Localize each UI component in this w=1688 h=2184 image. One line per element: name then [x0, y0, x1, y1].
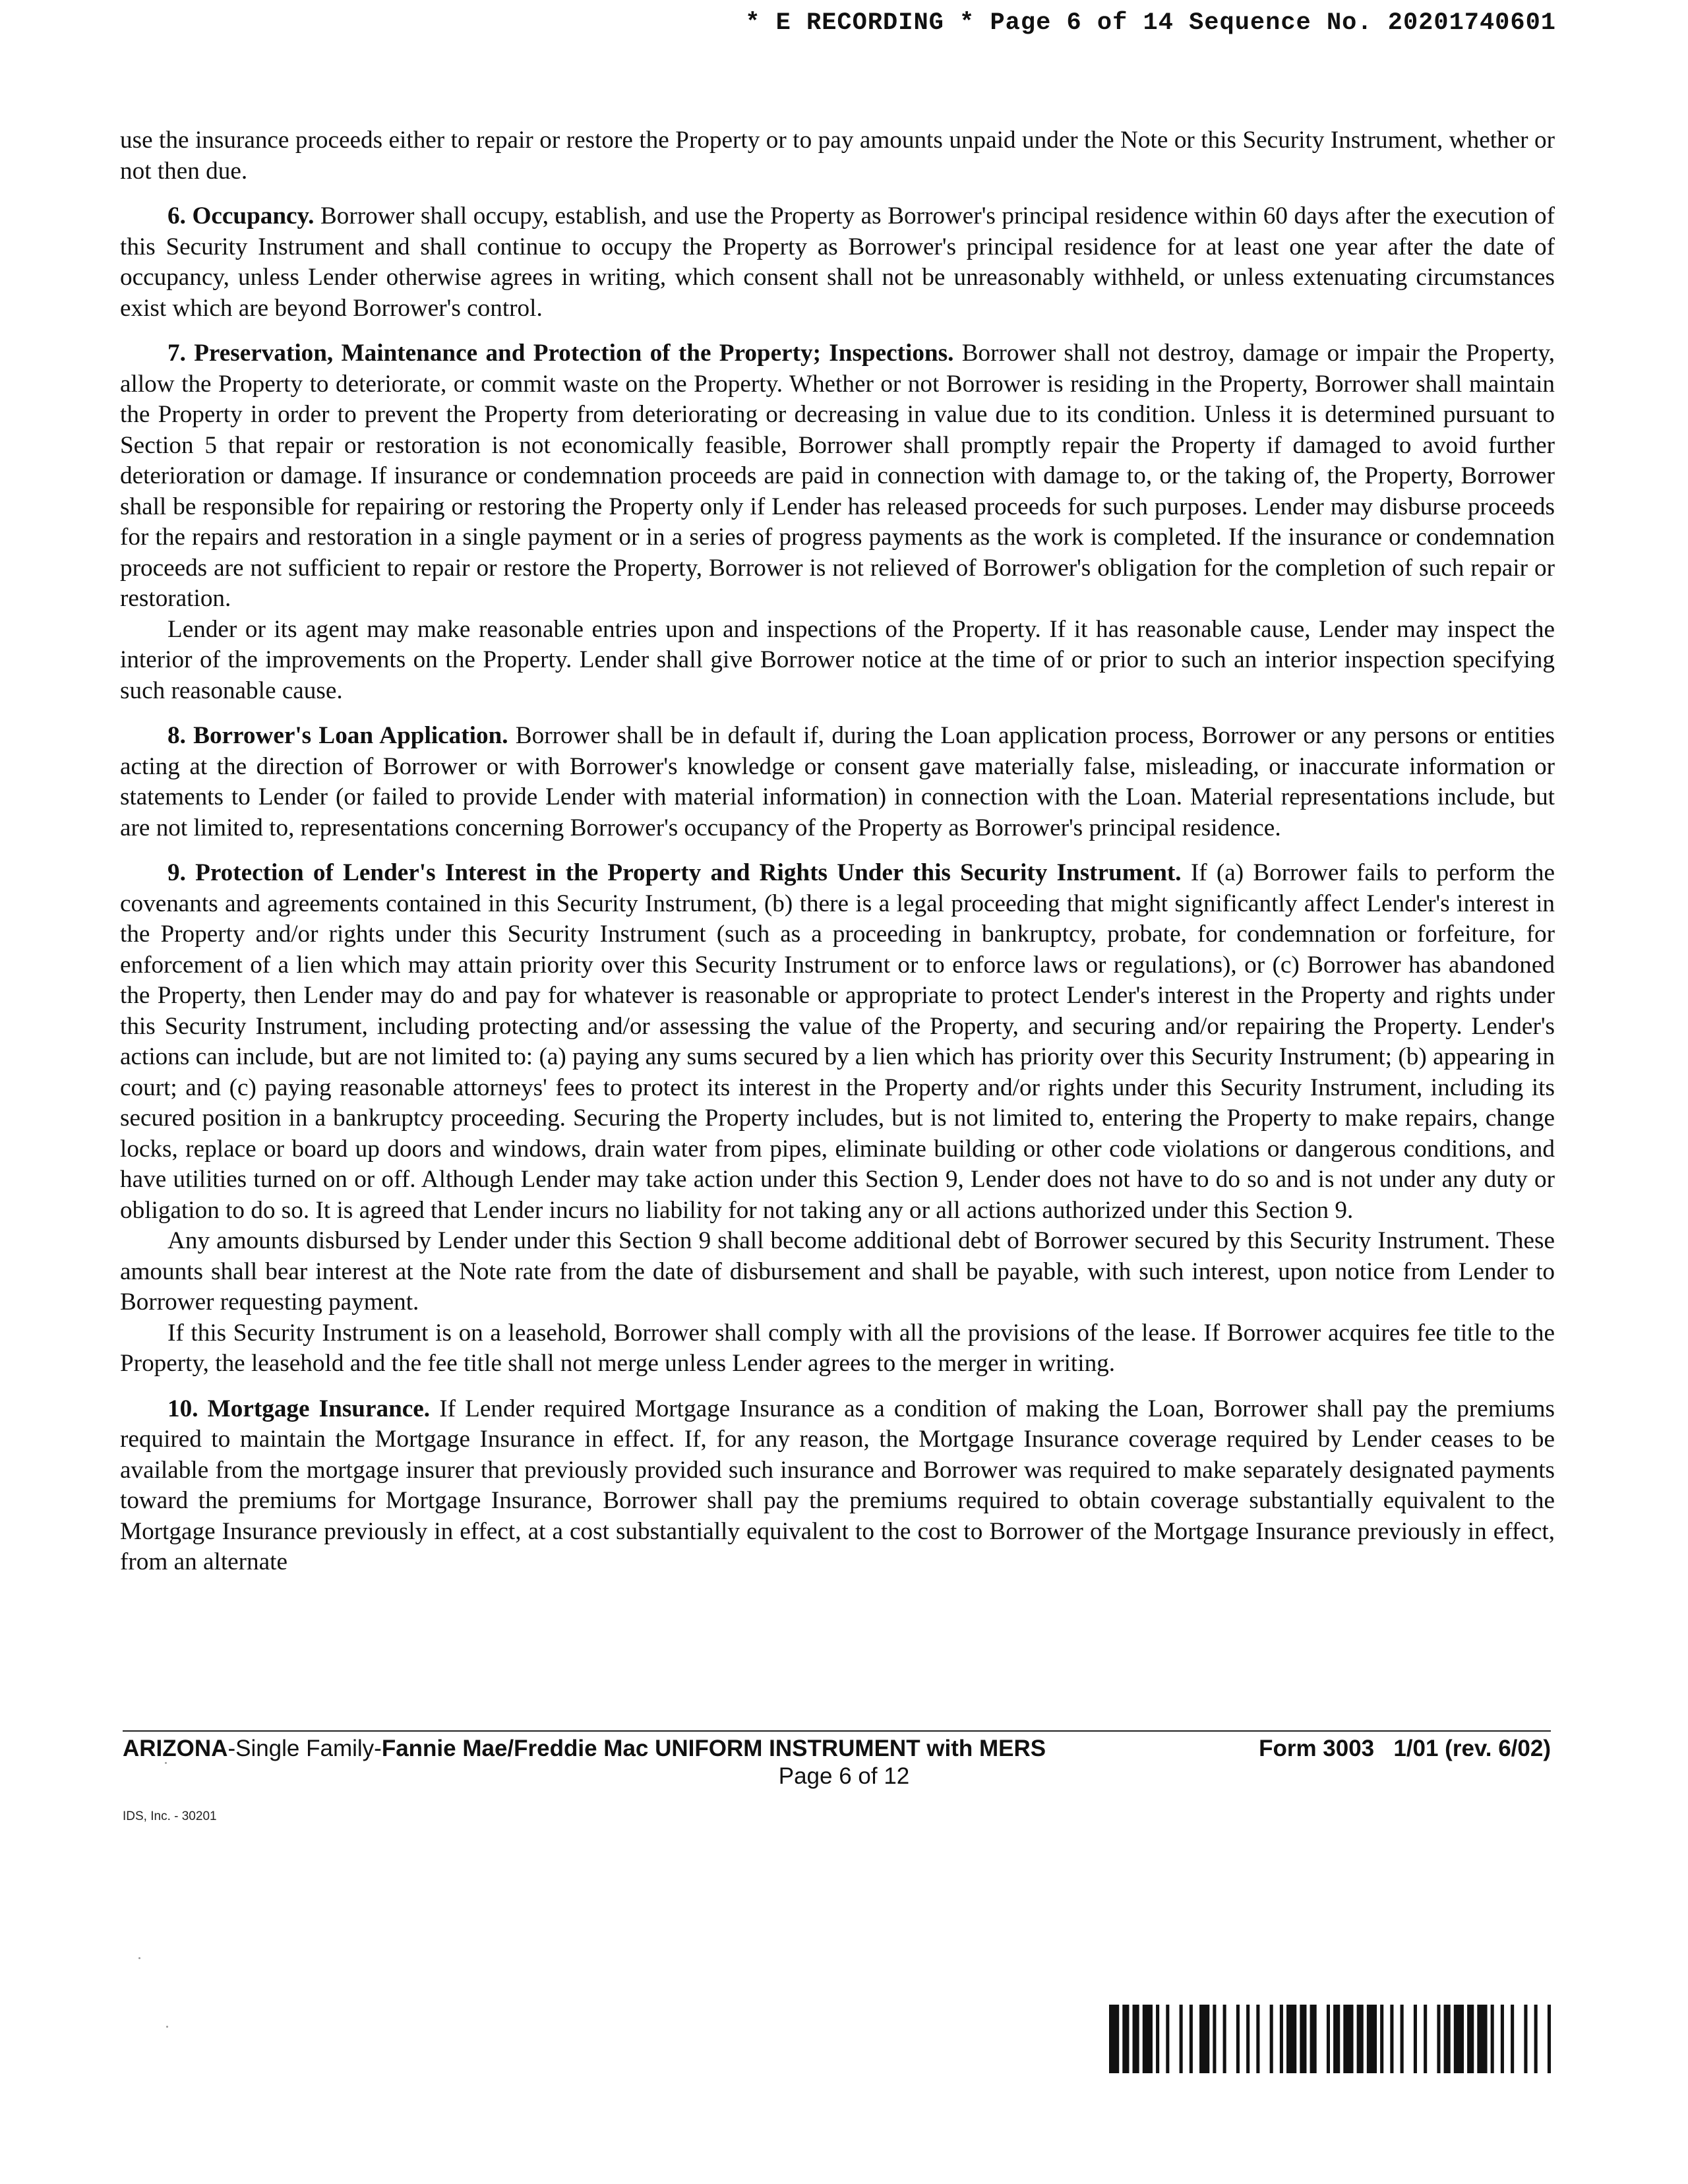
section-8-text: Borrower shall be in default if, during the Loan application process, Borrower or any persons or entities acting at the direction of Borrower or with Borrower's knowledge or consent gave materially false, misleading, or inaccurate information or statements to Lender (or failed to provide Lender with material information) in connection with the Loan. Material representations include, but are not limited to, representations concerning Borrower's occupancy of the Property as Borrower's principal residence.	[120, 722, 1555, 841]
barcode-bar	[1122, 2005, 1129, 2073]
document-body	[120, 125, 1555, 1578]
barcode-bar	[1109, 2005, 1119, 2073]
barcode-bar	[1534, 2005, 1538, 2073]
barcode-bars	[1109, 2005, 1551, 2073]
section-7-paragraph-2: Lender or its agent may make reasonable entries upon and inspections of the Property. If it has reasonable cause, Lender may inspect the interior of the improvements on the Property. Lender shall give Borrower notice at the time of or prior to such an interior inspection specifying such reasonable cause.	[120, 615, 1555, 704]
scan-speck	[166, 2026, 168, 2028]
footer-page-number: Page 6 of 12	[778, 1763, 910, 1789]
barcode-bar	[1133, 2005, 1139, 2073]
barcode	[1109, 2005, 1551, 2073]
barcode-bar	[1270, 2005, 1273, 2073]
section-7-text: Borrower shall not destroy, damage or impair the Property, allow the Property to deteriorate, or commit waste on the Property. Whether or not Borrower is residing in the Property, Borrower shall maintain the Property in order to prevent the Property from deteriorating or decreasing in value due to its condition. Unless it is determined pursuant to Section 5 that repair or restoration is not economically feasible, Borrower shall promptly repair the Property if damaged to avoid further deterioration or damage. If insurance or condemnation proceeds are paid in connection with damage to, or the taking of, the Property, Borrower shall be responsible for repairing or restoring the Property only if Lender has released proceeds for such purposes. Lender may disburse proceeds for the repairs and restoration in a single payment or in a series of progress payments as the work is completed. If the insurance or condemnation proceeds are not sufficient to repair or restore the Property, Borrower is not relieved of Borrower's obligation for the completion of such repair or restoration.	[120, 340, 1555, 612]
barcode-bar	[1357, 2005, 1364, 2073]
section-9-protection	[120, 858, 1555, 1226]
barcode-bar	[1467, 2005, 1474, 2073]
barcode-bar	[1511, 2005, 1514, 2073]
continuation-paragraph: use the insurance proceeds either to repair or restore the Property or to pay amounts unpaid under the Note or this Security Instrument, whether or not then due.	[120, 127, 1555, 185]
barcode-bar	[1548, 2005, 1551, 2073]
section-10-title: 10. Mortgage Insurance.	[167, 1395, 431, 1422]
section-7-title: 7. Preservation, Maintenance and Protection of the Property; Inspections.	[167, 340, 954, 367]
section-6-text: Borrower shall occupy, establish, and use the Property as Borrower's principal residence within 60 days after the execution of this Security Instrument and shall continue to occupy the Property as Borrower's principal residence for at least one year after the date of occupancy, unless Lender otherwise agrees in writing, which consent shall not be unreasonably withheld, or unless extenuating circumstances exist which are beyond Borrower's control.	[120, 202, 1555, 322]
barcode-bar	[1444, 2005, 1451, 2073]
footer-rule	[123, 1730, 1551, 1732]
section-9-text: If (a) Borrower fails to perform the covenants and agreements contained in this Security Instrument, (b) there is a legal proceeding that might significantly affect Lender's interest in the Property and/or rights under this Security Instrument (such as a proceeding in bankruptcy, probate, for condemnation or forfeiture, for enforcement of a lien which may attain priority over this Security Instrument or to enforce laws or regulations), or (c) Borrower has abandoned the Property, then Lender may do and pay for whatever is reasonable or appropriate to protect Lender's interest in the Property and rights under this Security Instrument, including protecting and/or assessing the value of the Property, and securing and/or repairing the Property. Lender's actions can include, but are not limited to: (a) paying any sums secured by a lien which has priority over this Security Instrument; (b) appearing in court; and (c) paying reasonable attorneys' fees to protect its interest in the Property and/or rights under this Security Instrument, including its secured position in a bankruptcy proceeding. Securing the Property includes, but is not limited to, entering the Property to make repairs, change locks, replace or board up doors and windows, drain water from pipes, eliminate building or other code violations or dangerous conditions, and have utilities turned on or off. Although Lender may take action under this Section 9, Lender does not have to do so and is not under any duty or obligation to do so. It is agreed that Lender incurs no liability for not taking any or all actions authorized under this Section 9.	[120, 859, 1555, 1224]
barcode-bar	[1286, 2005, 1296, 2073]
barcode-bar	[1280, 2005, 1283, 2073]
barcode-bar	[1327, 2005, 1330, 2073]
barcode-bar	[1156, 2005, 1159, 2073]
barcode-bar	[1454, 2005, 1464, 2073]
barcode-bar	[1223, 2005, 1226, 2073]
barcode-bar	[1310, 2005, 1317, 2073]
barcode-bar	[1424, 2005, 1427, 2073]
barcode-bar	[1343, 2005, 1353, 2073]
footer-form-title	[123, 1736, 1046, 1762]
barcode-bar	[1477, 2005, 1487, 2073]
scan-speck	[138, 1957, 140, 1959]
section-8-loan-application	[120, 721, 1555, 843]
barcode-bar	[1401, 2005, 1404, 2073]
barcode-bar	[1143, 2005, 1153, 2073]
barcode-bar	[1190, 2005, 1193, 2073]
footer-vendor-code: IDS, Inc. - 30201	[123, 1809, 217, 1823]
barcode-bar	[1437, 2005, 1440, 2073]
footer-family: -Single Family-	[227, 1736, 382, 1761]
barcode-bar	[1256, 2005, 1259, 2073]
recording-header: * E RECORDING * Page 6 of 14 Sequence No. 20201740601	[745, 9, 1556, 37]
section-7-preservation	[120, 338, 1555, 615]
section-10-mortgage-insurance	[120, 1394, 1555, 1578]
barcode-bar	[1300, 2005, 1306, 2073]
section-9-paragraph-2: Any amounts disbursed by Lender under this Section 9 shall become additional debt of Borrower secured by this Security Instrument. These amounts shall bear interest at the Note rate from the date of disbursement and shall be payable, with such interest, upon notice from Lender to Borrower requesting payment.	[120, 1227, 1555, 1316]
section-10-text: If Lender required Mortgage Insurance as a condition of making the Loan, Borrower shall pay the premiums required to maintain the Mortgage Insurance in effect. If, for any reason, the Mortgage Insurance coverage required by Lender ceases to be available from the mortgage insurer that previously provided such insurance and Borrower was required to make separately designated payments toward the premiums for Mortgage Insurance, Borrower shall pay the premiums required to obtain coverage substantially equivalent to the Mortgage Insurance previously in effect, at a cost substantially equivalent to the cost to Borrower of the Mortgage Insurance previously in effect, from an alternate	[120, 1395, 1555, 1575]
barcode-bar	[1213, 2005, 1216, 2073]
barcode-bar	[1380, 2005, 1383, 2073]
section-8-title: 8. Borrower's Loan Application.	[167, 722, 508, 749]
barcode-bar	[1414, 2005, 1417, 2073]
footer-form-number: Form 3003 1/01 (rev. 6/02)	[1259, 1736, 1551, 1761]
barcode-bar	[1199, 2005, 1209, 2073]
barcode-bar	[1246, 2005, 1250, 2073]
barcode-bar	[1491, 2005, 1494, 2073]
barcode-bar	[1180, 2005, 1183, 2073]
barcode-bar	[1390, 2005, 1393, 2073]
section-9-paragraph-3: If this Security Instrument is on a leasehold, Borrower shall comply with all the provisions of the lease. If Borrower acquires fee title to the Property, the leasehold and the fee title shall not merge unless Lender agrees to the merger in writing.	[120, 1319, 1555, 1377]
barcode-bar	[1166, 2005, 1169, 2073]
footer-state: ARIZONA	[123, 1736, 228, 1761]
barcode-bar	[1524, 2005, 1527, 2073]
section-6-title: 6. Occupancy.	[167, 202, 315, 229]
barcode-bar	[1333, 2005, 1340, 2073]
footer-instrument: Fannie Mae/Freddie Mac UNIFORM INSTRUMENT with MERS	[381, 1736, 1046, 1761]
section-9-title: 9. Protection of Lender's Interest in the Property and Rights Under this Security Instrument.	[167, 859, 1182, 886]
barcode-bar	[1367, 2005, 1377, 2073]
section-6-occupancy	[120, 201, 1555, 324]
barcode-bar	[1236, 2005, 1240, 2073]
barcode-bar	[1501, 2005, 1504, 2073]
scan-speck	[165, 1762, 167, 1764]
